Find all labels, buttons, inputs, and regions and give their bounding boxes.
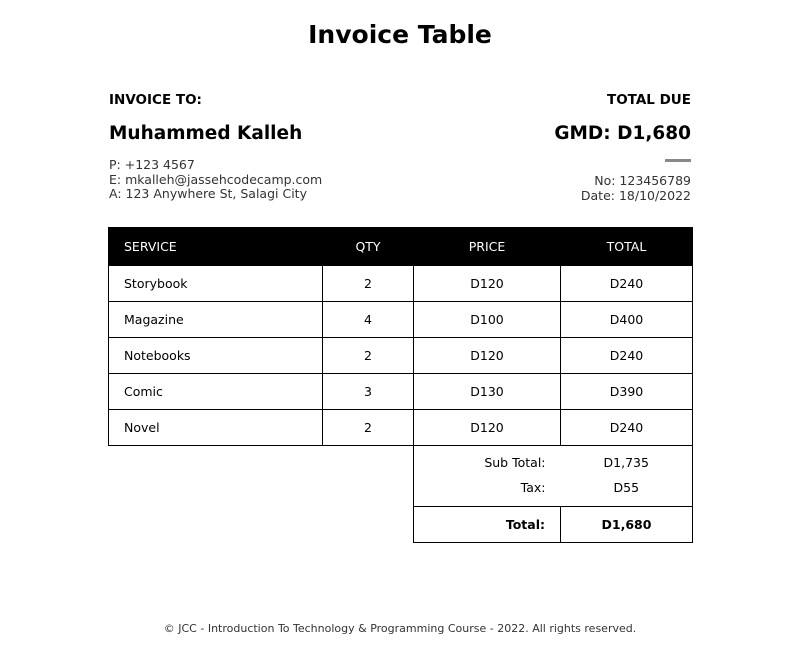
table-summary <box>109 446 693 543</box>
table-row <box>109 374 693 410</box>
page-title: Invoice Table <box>308 20 492 49</box>
total-due-section <box>391 92 691 203</box>
total-due-amount: GMD: D1,680 <box>554 123 691 144</box>
header-price: PRICE <box>414 228 561 266</box>
cell-service: Notebooks <box>109 338 323 374</box>
cell-qty: 2 <box>323 266 414 302</box>
footer-copyright: © JCC - Introduction To Technology & Programming Course - 2022. All rights reserved. <box>163 622 637 635</box>
invoice-to-section <box>109 92 409 202</box>
grand-total-label: Total: <box>414 507 561 543</box>
subtotal-label: Sub Total: <box>484 455 546 470</box>
cell-total: D240 <box>561 266 693 302</box>
table-header <box>109 228 693 266</box>
cell-price: D120 <box>414 266 561 302</box>
divider <box>665 159 691 162</box>
invoice-number: No: 123456789 <box>594 173 691 188</box>
customer-address: A: 123 Anywhere St, Salagi City <box>109 186 307 201</box>
grand-total-value: D1,680 <box>561 507 693 543</box>
cell-service: Novel <box>109 410 323 446</box>
table-row <box>109 266 693 302</box>
cell-price: D120 <box>414 410 561 446</box>
invoice-table <box>108 227 693 543</box>
summary-spacer <box>109 446 414 507</box>
cell-total: D390 <box>561 374 693 410</box>
customer-contact <box>109 158 409 202</box>
cell-qty: 2 <box>323 338 414 374</box>
invoice-date: Date: 18/10/2022 <box>580 187 691 203</box>
customer-name: Muhammed Kalleh <box>109 123 303 144</box>
invoice-meta <box>391 174 691 203</box>
summary-values <box>561 446 693 507</box>
cell-qty: 4 <box>323 302 414 338</box>
customer-phone: P: +123 4567 <box>109 157 195 172</box>
table-header-row <box>109 228 693 266</box>
cell-service: Comic <box>109 374 323 410</box>
invoice-to-label: INVOICE TO: <box>109 92 202 108</box>
table-row <box>109 302 693 338</box>
cell-total: D240 <box>561 410 693 446</box>
cell-service: Magazine <box>109 302 323 338</box>
table-row <box>109 410 693 446</box>
total-due-label: TOTAL DUE <box>607 92 691 108</box>
cell-qty: 2 <box>323 410 414 446</box>
cell-price: D120 <box>414 338 561 374</box>
cell-price: D100 <box>414 302 561 338</box>
tax-value: D55 <box>613 479 640 495</box>
grand-total-row <box>109 507 693 543</box>
summary-row <box>109 446 693 507</box>
cell-service: Storybook <box>109 266 323 302</box>
header-qty: QTY <box>323 228 414 266</box>
cell-total: D240 <box>561 338 693 374</box>
cell-total: D400 <box>561 302 693 338</box>
customer-email: E: mkalleh@jassehcodecamp.com <box>109 171 323 187</box>
subtotal-value: D1,735 <box>603 455 649 470</box>
table-body <box>109 266 693 446</box>
summary-spacer <box>109 507 414 543</box>
header-total: TOTAL <box>561 228 693 266</box>
tax-label: Tax: <box>520 479 546 495</box>
header-service: SERVICE <box>109 228 323 266</box>
summary-labels <box>414 446 561 507</box>
cell-price: D130 <box>414 374 561 410</box>
table-row <box>109 338 693 374</box>
cell-qty: 3 <box>323 374 414 410</box>
